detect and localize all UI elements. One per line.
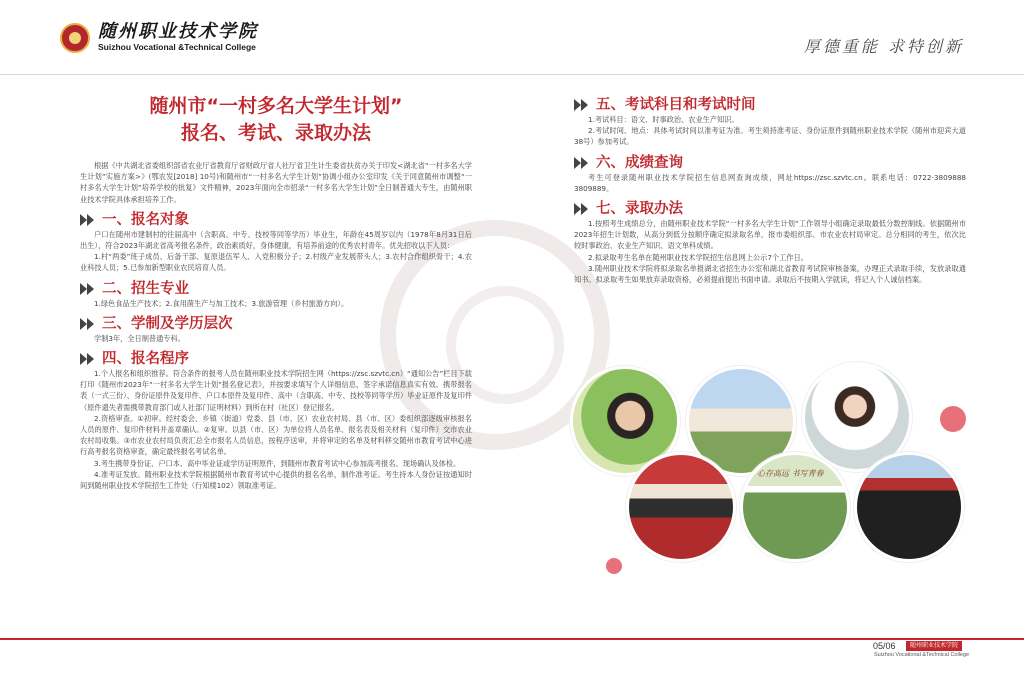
college-name-en: Suizhou Vocational &Technical College	[98, 42, 256, 52]
section-4-heading: 四、报名程序	[80, 350, 472, 368]
page-header	[0, 0, 1024, 82]
section-3-heading: 三、学制及学历层次	[80, 315, 472, 333]
footer-college-en: Suizhou Vocational &Technical College	[874, 652, 970, 658]
footer-college-badge: 随州职业技术学院	[906, 641, 962, 651]
section-2-body: 1.绿色食品生产技术；2.食用菌生产与加工技术；3.旅游管理（乡村旅游方向）。	[94, 298, 349, 308]
double-chevron-icon	[80, 213, 96, 227]
photo-group-calligraphy	[740, 452, 850, 562]
section-4-body: 1.个人报名和组织推荐。符合条件的报考人员在随州职业技术学院招生网（https://zsc.szvtc.cn）“通知公告”栏目下载打印《随州市2023年“一村多名大学生计划”报名登记表》，并按要求填写个人详细信息，签字承诺信息真实有效。携带报名表（一式三份）、身份证原件及复印件、户口本原件及复印件、高中（含职高、中专、技校等同等学历）毕业证原件及复印件（原件遗失者需携带教育部门或人社部门证明材料）到所在村（社区）登记报名。 2.资格审查。①初审。经村委会、乡镇（街道）党委、县（市、区）农业农村局、县（市、区）委组织部逐级审核报名人员的原件、复印件材料并盖章确认。②复审。以县（市、区）为单位将人员名单、报名表及相关材料（复印件）交市农业农村局收集。③市农业农村局负责汇总全市报名人员信息，按程序送审，并将审定的名单及材料移交随州市教育考试中心进行高考报名资格审查，确定最终报名考试名单。 3.考生携带身份证、户口本、高中毕业证或学历证明原件，到随州市教育考试中心参加高考报名、现场确认及体检。 4.准考证发放。随州职业技术学院根据随州市教育考试中心提供的报名名单，制作准考证。考生持本人身份证按通知时间到随州职业技术学院招生工作处（行知楼102）领取准考证。	[80, 369, 472, 491]
intro-paragraph: 根据《中共湖北省委组织部省农业厅省教育厅省财政厅省人社厅省卫生计生委省扶贫办关于印发<湖北省“一村多名大学生计划”实施方案>》(鄂农发[2018] 10号)和随州市“一村多名大学生计划”协调小组办公室印发《关于同意随州市调整“一村多名大学生计划”培养学校的批复》文件精神，2023年面向全市招录“一村多名大学生计划”全日制普通大专生，由随州职业技术学院具体承担培养工作。	[80, 161, 472, 204]
college-name-cn: 随州职业技术学院	[98, 21, 258, 42]
photo-ceremony	[626, 452, 736, 562]
title-line-2: 报名、考试、录取办法	[180, 122, 371, 144]
double-chevron-icon	[80, 317, 96, 331]
photo-caption: 心存高远 书写青春	[757, 469, 824, 478]
footer-divider	[0, 638, 1024, 640]
college-motto: 厚德重能 求特创新	[803, 37, 964, 56]
right-column	[574, 92, 966, 285]
double-chevron-icon	[80, 352, 96, 366]
double-chevron-icon	[574, 98, 590, 112]
double-chevron-icon	[574, 156, 590, 170]
decorative-dot	[606, 558, 622, 574]
photo-graduation	[854, 452, 964, 562]
double-chevron-icon	[80, 282, 96, 296]
section-1-heading: 一、报名对象	[80, 211, 472, 229]
section-6-heading: 六、成绩查询	[574, 154, 966, 172]
section-7-body: 1.按照考生成绩总分，由随州职业技术学院“一村多名大学生计划”工作领导小组确定录取最低分数控制线。依据随州市2023年招生计划数，从高分到低分按顺序确定拟录取名单，报市委组织部、市农业农村局审定。总分相同的考生，依次比较时事政治、农业生产知识、语文单科成绩。 2.拟录取考生名单在随州职业技术学院招生信息网上公示7个工作日。 3.随州职业技术学院将拟录取名单报湖北省招生办公室和湖北省教育考试院审核备案，办理正式录取手续，发放录取通知书。拟录取考生如果放弃录取资格，必须提前提出书面申请。录取后不按期入学就读，将记入个人诚信档案。	[574, 219, 966, 285]
section-3-body: 学制3年，全日制普通专科。	[94, 333, 185, 343]
section-5-body: 1.考试科目：语文、时事政治、农业生产知识。 2.考试时间、地点：具体考试时间以准考证为准。考生须持准考证、身份证原件到随州职业技术学院（随州市迎宾大道38号）参加考试。	[574, 115, 966, 147]
section-7-heading: 七、录取办法	[574, 200, 966, 218]
section-1-body: 户口在随州市建制村的往届高中（含职高、中专、技校等同等学历）毕业生，年龄在45周岁以内（1978年8月31日后出生），符合2023年湖北省高考报名条件，政治素质好，身体健康，有培养前途的优秀农村青年。优先招收以下人员： 1.村“两委”班子成员、后备干部、复原退伍军人、入党积极分子；2.村级产业发展带头人；3.农村合作组织骨干；4.农业科技人员；5.已参加新型职业农民培育人员。	[80, 229, 472, 273]
page-number: 05/06	[873, 641, 896, 651]
page-title	[80, 92, 472, 146]
left-column	[80, 92, 472, 491]
decorative-dot	[940, 406, 966, 432]
section-5-heading: 五、考试科目和考试时间	[574, 96, 966, 114]
section-2-heading: 二、招生专业	[80, 280, 472, 298]
college-seal-icon	[60, 23, 90, 53]
college-logo	[60, 22, 258, 53]
title-line-1: 随州市“一村多名大学生计划”	[149, 95, 403, 117]
double-chevron-icon	[574, 202, 590, 216]
section-6-body: 考生可登录随州职业技术学院招生信息网查询成绩，网址https://zsc.szvtc.cn。联系电话：0722-3809888 3809889。	[574, 172, 966, 193]
header-divider	[0, 74, 1024, 75]
